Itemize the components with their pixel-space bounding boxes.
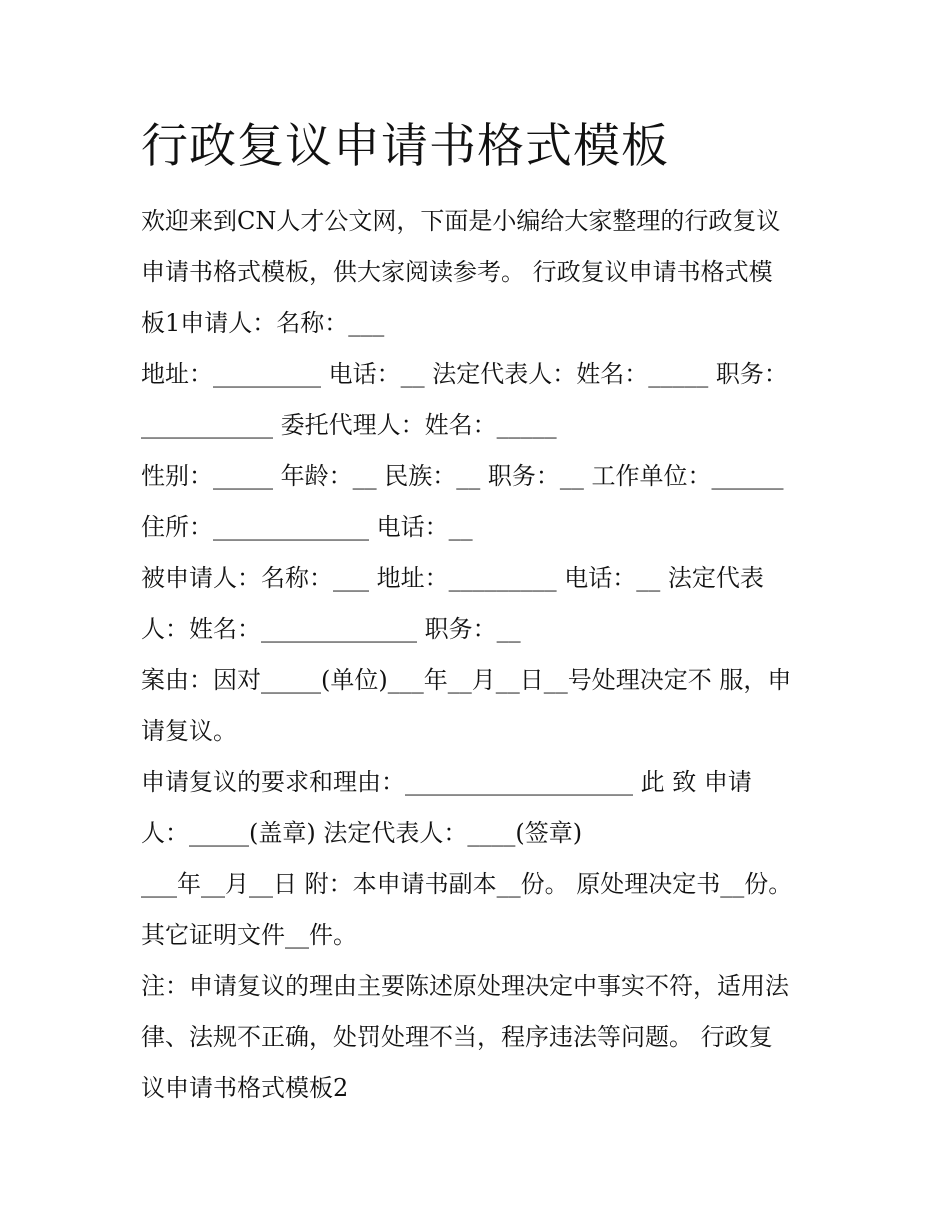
paragraph-line: 议申请书格式模板2 — [141, 1074, 349, 1102]
paragraph-line: 申请复议的要求和理由：___________________ 此 致 申请 — [141, 768, 752, 796]
paragraph-line: 住所：_____________ 电话：__ — [141, 513, 473, 541]
paragraph-line: 被申请人：名称：___ 地址：_________ 电话：__ 法定代表 — [141, 564, 764, 592]
paragraph-line: 性别：_____ 年龄：__ 民族：__ 职务：__ 工作单位：______ — [141, 462, 784, 490]
paragraph-line: 其它证明文件__件。 — [141, 921, 357, 949]
paragraph-line: 地址：_________ 电话：__ 法定代表人：姓名：_____ 职务： — [141, 360, 788, 388]
paragraph-line: 律、法规不正确，处罚处理不当，程序违法等问题。 行政复 — [141, 1023, 773, 1051]
paragraph-line: 申请书格式模板，供大家阅读参考。 行政复议申请书格式模 — [141, 258, 773, 286]
paragraph-line: 板1申请人：名称：___ — [141, 309, 385, 337]
paragraph-line: 注：申请复议的理由主要陈述原处理决定中事实不符，适用法 — [141, 972, 789, 1000]
document-title: 行政复议申请书格式模板 — [141, 119, 669, 174]
paragraph-line: 请复议。 — [141, 717, 237, 745]
paragraph-line: 欢迎来到CN人才公文网，下面是小编给大家整理的行政复议 — [141, 207, 781, 235]
paragraph-line: 人：姓名：_____________ 职务：__ — [141, 615, 521, 643]
paragraph-line: 人：_____(盖章) 法定代表人：____(签章) — [141, 819, 583, 847]
paragraph-line: 案由：因对_____(单位)___年__月__日__号处理决定不 服，申 — [141, 666, 792, 694]
paragraph-line: ___________ 委托代理人：姓名：_____ — [141, 411, 557, 439]
paragraph-line: ___年__月__日 附：本申请书副本__份。 原处理决定书__份。 — [141, 870, 793, 898]
